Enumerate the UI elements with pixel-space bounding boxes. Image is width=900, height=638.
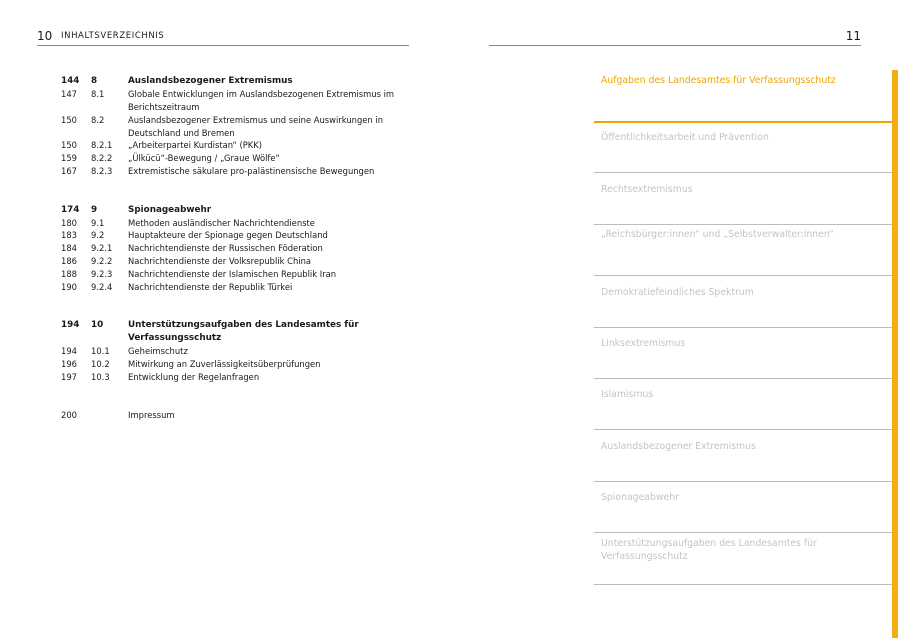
- left-page-header-title: INHALTSVERZEICHNIS: [61, 31, 165, 41]
- sidebar-chapter-label: Linksextremismus: [601, 338, 686, 349]
- toc-section-number: 8.1: [91, 89, 105, 99]
- toc-section-number: 10.2: [91, 359, 110, 369]
- sidebar-chapter-tab[interactable]: [594, 173, 892, 225]
- toc-page-number: 144: [61, 76, 80, 86]
- sidebar-chapter-label: „Reichsbürger:innen“ und „Selbstverwalter:innen“: [601, 229, 834, 241]
- toc-title: Nachrichtendienste der Republik Türkei: [128, 282, 293, 292]
- toc-page-number: 147: [61, 89, 77, 99]
- sidebar-chapter-label: Auslandsbezogener Extremismus: [601, 440, 756, 452]
- sidebar-chapter-label: Spionageabwehr: [601, 492, 679, 504]
- toc-title: Spionageabwehr: [128, 205, 212, 215]
- toc-title: Nachrichtendienste der Russischen Föderation: [128, 243, 323, 253]
- toc-section-number: 8.2.3: [91, 166, 113, 176]
- toc-title: „Ülkücü“-Bewegung / „Graue Wölfe“: [128, 153, 280, 163]
- sidebar-chapter-tab[interactable]: [594, 481, 892, 533]
- toc-title: Geheimschutz: [128, 346, 188, 356]
- sidebar-chapter-tab[interactable]: [594, 327, 892, 379]
- toc-page-number: 159: [61, 153, 77, 163]
- toc-title: Impressum: [128, 410, 175, 420]
- sidebar-chapter-label: Islamismus: [601, 389, 654, 401]
- toc-title: Nachrichtendienste der Volksrepublik China: [128, 256, 312, 266]
- toc-page-number: 200: [61, 410, 77, 420]
- toc-title: Auslandsbezogener Extremismus und seine Auswirkungen in Deutschland und Bremen: [128, 115, 384, 138]
- toc-title: Nachrichtendienste der Islamischen Republik Iran: [128, 269, 337, 279]
- toc-page-number: 190: [61, 282, 77, 292]
- toc-page-number: 174: [61, 205, 80, 215]
- sidebar-chapter-tab[interactable]: [594, 533, 892, 585]
- toc-title: Mitwirkung an Zuverlässigkeitsüberprüfungen: [128, 359, 321, 369]
- toc-section-number: 9.1: [91, 218, 105, 228]
- toc-page-number: 194: [61, 346, 77, 356]
- toc-title: Unterstützungsaufgaben des Landesamtes für Verfassungsschutz: [128, 320, 359, 343]
- sidebar-chapter-tab[interactable]: [594, 276, 892, 328]
- toc-section-number: 9: [91, 205, 98, 215]
- sidebar-chapter-label: Demokratiefeindliches Spektrum: [601, 286, 754, 298]
- toc-page-number: 150: [61, 115, 77, 125]
- toc-title: Globale Entwicklungen im Auslandsbezogenen Extremismus im Berichtszeitraum: [128, 89, 395, 112]
- toc-section-number: 10.3: [91, 372, 110, 382]
- left-page-number: 10: [37, 29, 53, 43]
- toc-section-number: 9.2.3: [91, 269, 113, 279]
- sidebar-chapter-tab[interactable]: [594, 430, 892, 482]
- toc-title: Methoden ausländischer Nachrichtendienste: [128, 218, 315, 228]
- toc-page-number: 183: [61, 230, 77, 240]
- sidebar-chapter-label: Unterstützungsaufgaben des Landesamtes für Verfassungsschutz: [601, 537, 817, 562]
- sidebar-chapter-label: Öffentlichkeitsarbeit und Prävention: [601, 132, 769, 144]
- toc-page-number: 194: [61, 320, 80, 330]
- toc-title: Entwicklung der Regelanfragen: [128, 372, 260, 382]
- toc-title: Hauptakteure der Spionage gegen Deutschland: [128, 230, 328, 240]
- right-page-number: 11: [845, 29, 861, 43]
- sidebar-chapter-tab[interactable]: [594, 70, 892, 123]
- toc-page-number: 150: [61, 140, 77, 150]
- toc-page-number: 196: [61, 359, 77, 369]
- toc-title: Auslandsbezogener Extremismus: [128, 76, 293, 86]
- toc-title: „Arbeiterpartei Kurdistan“ (PKK): [128, 140, 263, 150]
- toc-page-number: 184: [61, 243, 77, 253]
- toc-section-number: 10.1: [91, 346, 110, 356]
- toc-page-number: 188: [61, 269, 77, 279]
- toc-page-number: 186: [61, 256, 77, 266]
- toc-section-number: 8.2.2: [91, 153, 113, 163]
- left-page-header: [37, 29, 409, 46]
- toc-section-number: 9.2.4: [91, 282, 113, 292]
- toc-page-number: 180: [61, 218, 77, 228]
- accent-bar: [892, 70, 898, 638]
- toc-page-number: 197: [61, 372, 77, 382]
- toc-section-number: 9.2.1: [91, 243, 113, 253]
- toc-section-number: 10: [91, 320, 104, 330]
- toc-section-number: 9.2.2: [91, 256, 113, 266]
- sidebar-chapter-tab[interactable]: [594, 121, 892, 173]
- sidebar-chapter-tab[interactable]: [594, 224, 892, 276]
- toc-title: Extremistische säkulare pro-palästinensische Bewegungen: [128, 166, 375, 176]
- toc-section-number: 8.2.1: [91, 140, 113, 150]
- toc-section-number: 9.2: [91, 230, 105, 240]
- toc-section-number: 8: [91, 76, 98, 86]
- toc-section-number: 8.2: [91, 115, 105, 125]
- right-page-header: [489, 29, 861, 46]
- sidebar-chapter-tab[interactable]: [594, 378, 892, 430]
- sidebar-chapter-label: Rechtsextremismus: [601, 183, 693, 195]
- sidebar-chapter-label: Aufgaben des Landesamtes für Verfassungsschutz: [601, 75, 836, 86]
- toc-page-number: 167: [61, 166, 77, 176]
